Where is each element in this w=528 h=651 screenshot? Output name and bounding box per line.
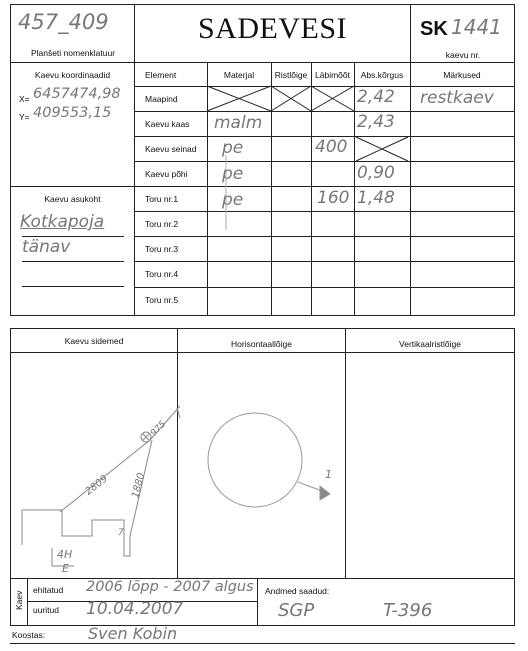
built-label: ehitatud [33, 585, 64, 595]
sketch-label-975: 975 [148, 419, 169, 439]
lid-material: malm [214, 113, 263, 133]
row-label-pipe-3: Toru nr.3 [145, 244, 179, 254]
row-label-ground: Maapind [145, 94, 178, 104]
connections-header: Kaevu sidemed [64, 336, 124, 346]
row-label-lid: Kaevu kaas [145, 119, 190, 129]
compiled-by-label: Koostas: [12, 630, 46, 640]
vertical-section-header: Vertikaalristlõige [399, 339, 461, 349]
row-label-pipe-1: Toru nr.1 [145, 194, 179, 204]
ground-abs-height: 2,42 [357, 87, 395, 107]
sketch-label-1880: 1880 [130, 471, 148, 500]
bottom-material: pe [222, 164, 244, 184]
col-header-abs-height: Abs.kõrgus [360, 70, 404, 80]
location-line-1: Kotkapoja [20, 212, 105, 232]
sketch-label-e: E [62, 562, 69, 575]
bottom-abs-height: 0,90 [357, 163, 395, 183]
x-coordinate-value: 6457474,98 [33, 86, 121, 102]
location-label: Kaevu asukoht [44, 194, 101, 204]
well-number-label: kaevu nr. [445, 50, 481, 60]
row-label-pipe-5: Toru nr.5 [145, 295, 179, 305]
y-prefix: Y= [19, 112, 30, 122]
sketch-label-4h: 4H [57, 548, 73, 561]
col-header-element: Element [145, 70, 177, 80]
sketch-label-7: 7 [118, 528, 124, 538]
col-header-diameter: Läbimõõt [315, 70, 350, 80]
location-line-2: tänav [22, 237, 71, 257]
data-source-value: SGP [278, 600, 315, 621]
lid-abs-height: 2,43 [357, 112, 395, 132]
well-number-value: 1441 [451, 15, 502, 39]
row-label-pipe-2: Toru nr.2 [145, 219, 179, 229]
row-label-walls: Kaevu seinad [145, 144, 197, 154]
nomenclature-label: Planšeti nomenklatuur [30, 48, 116, 58]
data-source-reference: T-396 [383, 600, 433, 621]
built-value: 2006 lõpp - 2007 algus [86, 579, 254, 595]
col-header-cross-section: Ristlõige [274, 70, 308, 80]
pipe-1-abs-height: 1,48 [357, 188, 395, 208]
ground-notes: restkaev [420, 88, 494, 108]
row-label-bottom: Kaevu põhi [145, 169, 188, 179]
pipe-1-material: pe [222, 190, 244, 210]
sk-prefix: SK [420, 18, 448, 40]
y-coordinate-value: 409553,15 [33, 105, 112, 121]
col-header-material: Materjal [223, 70, 255, 80]
page-title: SADEVESI [197, 12, 347, 45]
sketch-label-2809: 2809 [83, 473, 111, 498]
walls-material: pe [222, 138, 244, 158]
horizontal-arrow-label: 1 [325, 468, 332, 481]
compiled-by-value: Sven Kobin [88, 624, 178, 643]
walls-diameter: 400 [315, 137, 348, 157]
measured-value: 10.04.2007 [86, 599, 184, 619]
horizontal-section-drawing [208, 413, 330, 507]
col-header-notes: Märkused [443, 70, 481, 80]
x-prefix: X= [19, 94, 30, 104]
pipe-1-diameter: 160 [317, 188, 350, 208]
coordinates-label: Kaevu koordinaadid [34, 70, 111, 80]
well-side-label: Kaev [14, 590, 24, 610]
nomenclature-value: 457_409 [18, 10, 109, 34]
measured-label: uuritud [33, 605, 59, 615]
horizontal-section-header: Horisontaallõige [231, 339, 292, 349]
data-source-label: Andmed saadud: [265, 586, 330, 596]
row-label-pipe-4: Toru nr.4 [145, 269, 179, 279]
